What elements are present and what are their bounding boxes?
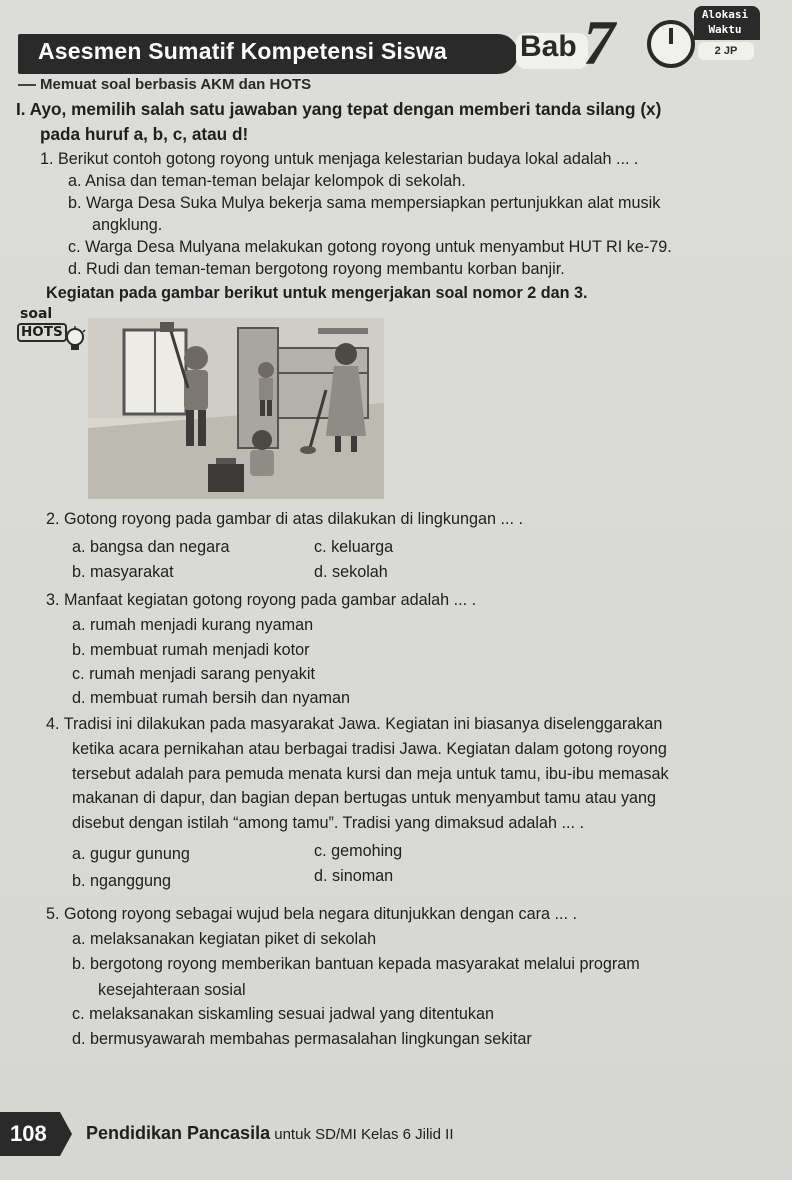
question-1-option-a: a. Anisa dan teman-teman belajar kelompok di sekolah. — [68, 172, 466, 190]
question-1-option-b: b. Warga Desa Suka Mulya bekerja sama mempersiapkan pertunjukkan alat musik — [68, 194, 661, 212]
question-4-stem-line-4: makanan di dapur, dan bagian depan bertugas untuk menyambut tamu atau yang — [72, 789, 657, 807]
time-allocation-box — [690, 6, 760, 62]
picture-instruction: Kegiatan pada gambar berikut untuk mengerjakan soal nomor 2 dan 3. — [46, 284, 588, 302]
time-allocation-value: 2 JP — [698, 42, 754, 60]
question-2-option-b: b. masyarakat — [72, 563, 174, 581]
hots-label: HOTS — [17, 323, 67, 342]
question-2-option-c: c. keluarga — [314, 538, 394, 556]
question-3-option-c: c. rumah menjadi sarang penyakit — [72, 665, 315, 683]
question-2-option-a: a. bangsa dan negara — [72, 538, 230, 556]
question-5-option-d: d. bermusyawarah membahas permasalahan lingkungan sekitar — [72, 1030, 532, 1048]
question-4-option-b: b. nganggung — [72, 872, 172, 890]
question-1-option-b-cont: angklung. — [92, 216, 163, 234]
question-4-stem-line-2: ketika acara pernikahan atau berbagai tradisi Jawa. Kegiatan dalam gotong royong — [72, 740, 667, 758]
section-instruction-cont: pada huruf a, b, c, atau d! — [40, 124, 249, 144]
question-1-stem: 1. Berikut contoh gotong royong untuk menjaga kelestarian budaya lokal adalah ... . — [40, 150, 639, 168]
hots-soal-label: soal — [20, 306, 53, 322]
question-3-stem: 3. Manfaat kegiatan gotong royong pada gambar adalah ... . — [46, 591, 477, 609]
chapter-number: 7 — [583, 7, 615, 78]
question-4-stem-line-5: disebut dengan istilah “among tamu”. Tradisi yang dimaksud adalah ... . — [72, 814, 584, 832]
question-4-stem: 4. Tradisi ini dilakukan pada masyarakat Jawa. Kegiatan ini biasanya diselenggarakan — [46, 715, 663, 733]
assessment-title: Asesmen Sumatif Kompetensi Siswa — [38, 38, 448, 64]
question-4-option-c: c. gemohing — [314, 842, 403, 860]
section-instruction: I. Ayo, memilih salah satu jawaban yang tepat dengan memberi tanda silang (x) — [16, 99, 662, 119]
question-2-stem: 2. Gotong royong pada gambar di atas dilakukan di lingkungan ... . — [46, 510, 523, 528]
family-cleaning-illustration — [88, 318, 384, 499]
question-5-option-a: a. melaksanakan kegiatan piket di sekolah — [72, 930, 377, 948]
question-4-stem-line-3: tersebut adalah para pemuda menata kursi dan meja untuk tamu, ibu-ibu memasak — [72, 765, 669, 783]
subtitle-rule — [18, 84, 36, 86]
question-5-option-c: c. melaksanakan siskamling sesuai jadwal yang ditentukan — [72, 1005, 495, 1023]
question-3-option-b: b. membuat rumah menjadi kotor — [72, 641, 310, 659]
question-3-option-d: d. membuat rumah bersih dan nyaman — [72, 689, 351, 707]
book-subtitle: untuk SD/MI Kelas 6 Jilid II — [270, 1126, 454, 1143]
time-allocation-label-2: Waktu — [708, 23, 742, 36]
question-4-option-a: a. gugur gunung — [72, 845, 190, 863]
question-5-option-b: b. bergotong royong memberikan bantuan kepada masyarakat melalui program — [72, 955, 640, 973]
chapter-label: Bab — [520, 30, 577, 63]
book-title: Pendidikan Pancasila — [86, 1123, 271, 1143]
assessment-subtitle: Memuat soal berbasis AKM dan HOTS — [40, 76, 312, 93]
time-allocation-label-1: Alokasi — [701, 8, 749, 21]
question-4-option-d: d. sinoman — [314, 867, 394, 885]
book-title-footer — [86, 1123, 453, 1144]
question-5-option-b-cont: kesejahteraan sosial — [98, 981, 246, 999]
question-5-stem: 5. Gotong royong sebagai wujud bela negara ditunjukkan dengan cara ... . — [46, 905, 577, 923]
question-1-option-d: d. Rudi dan teman-teman bergotong royong membantu korban banjir. — [68, 260, 565, 278]
lightbulb-icon — [64, 326, 86, 358]
question-1-option-c: c. Warga Desa Mulyana melakukan gotong royong untuk menyambut HUT RI ke-79. — [68, 238, 672, 256]
question-3-option-a: a. rumah menjadi kurang nyaman — [72, 616, 314, 634]
page-number: 108 — [10, 1121, 47, 1146]
question-2-option-d: d. sekolah — [314, 563, 388, 581]
